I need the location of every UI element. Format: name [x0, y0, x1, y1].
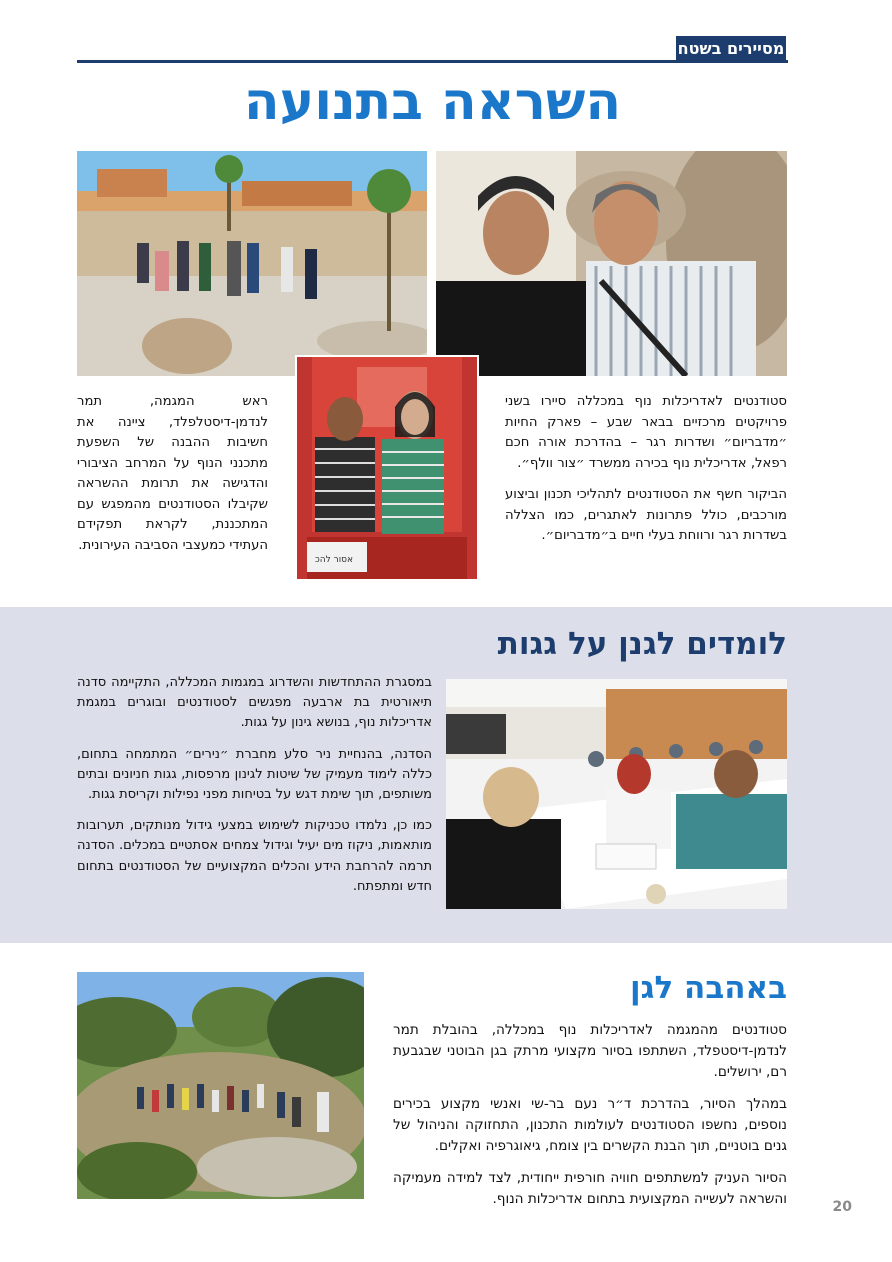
article3-paragraph: במהלך הסיור, בהדרכת ד״ר נעם בר-שי ואנשי מקצוע בכירים נוספים, נחשפו הסטודנטים לעולמות התכנון, התחזוקה והניהול של גנים בוטניים, תוך הבנת הקשרים בין צומח, גיאוגרפיה ואקלים.	[393, 1096, 787, 1154]
article1-paragraph: סטודנטים לאדריכלות נוף במכללה סיירו בשני פרויקטים מרכזיים בבאר שבע – פארק החיות ״מדבריום״ ושדרות רגר – בהדרכת אורה חכם רפאל, אדריכלית נוף בכירה ממשרד ״צור וולף״.	[505, 394, 787, 471]
photo-outdoor-group	[77, 151, 427, 376]
section-tag: מסיירים בשטח	[676, 36, 786, 62]
article1-body-right	[505, 392, 787, 558]
photo-classroom-workshop	[446, 679, 787, 909]
article1-paragraph: הביקור חשף את הסטודנטים לתהליכי תכנון וביצוע מורכבים, כולל פתרונות לאתגרים, כמו הצללה בשדרות רגר ורווחת בעלי חיים ב״מדבריום״.	[505, 487, 787, 543]
page-title: השראה בתנועה	[243, 72, 622, 132]
article2-paragraph: הסדנה, בהנחיית ניר סלע מחברת ״נירים״ המתמחה בתחום, כללה לימוד מעמיק של שיטות לגינון מרפסות, גגות חניונים ובתים משותפים, תוך שימת דגש על בטיחות מפני נפילות וקריסת גגות.	[77, 746, 432, 803]
photo-two-women	[295, 355, 479, 581]
article1-paragraph: ראש המגמה, תמר לנדמן-דיסטלפלד, ציינה את חשיבות ההבנה של השפעת מתכנני הנוף על המרחב הציבורי והדגישה את תרומת ההשראה שקיבלו הסטודנטים מהמפגש עם המתכננת, לקראת תפקידם העתידי כמעצבי הסביבה העירונית.	[77, 394, 268, 553]
article3-paragraph: סטודנטים מהמגמה לאדריכלות נוף במכללה, בהובלת תמר לנדמן-דיסטפלד, השתתפו בסיור מקצועי מרתק בגן הבוטני שבגבעת רם, ירושלים.	[393, 1022, 787, 1080]
article2-title: לומדים לגנן על גגות	[497, 626, 787, 662]
photo-botanical-garden	[77, 972, 364, 1199]
article3-title: באהבה לגן	[629, 970, 787, 1006]
article2-body	[77, 673, 432, 908]
article2-paragraph: במסגרת ההתחדשות והשדרוג במגמות המכללה, התקיימה סדנה תיאורטית בת ארבעה מפגשים לסטודנטים ובוגרים במגמת אדריכלות נוף, בנושא גינון על גגות.	[77, 675, 432, 731]
photo-sign-text: אסור להכ	[315, 555, 354, 565]
header-rule	[77, 60, 788, 63]
article3-paragraph: הסיור העניק למשתתפים חוויה חורפית ייחודית, לצד למידה מעמיקה והשראה לעשייה המקצועית בתחום אדריכלות הנוף.	[393, 1170, 787, 1207]
photo-selfie-cave	[436, 151, 787, 376]
page-number: 20	[832, 1199, 852, 1215]
article2-paragraph: כמו כן, נלמדו טכניקות לשימוש במצעי גידול מנותקים, תערובות מותאמות, ניקוז מים יעיל וגידול צמחים אסתטיים במכלים. הסדנה תרמה להרחבת הידע והכלים המקצועיים של הסטודנטים בתחום חדש ומתפתח.	[77, 818, 432, 894]
article1-body-left	[77, 392, 268, 567]
article3-body	[393, 1020, 787, 1221]
